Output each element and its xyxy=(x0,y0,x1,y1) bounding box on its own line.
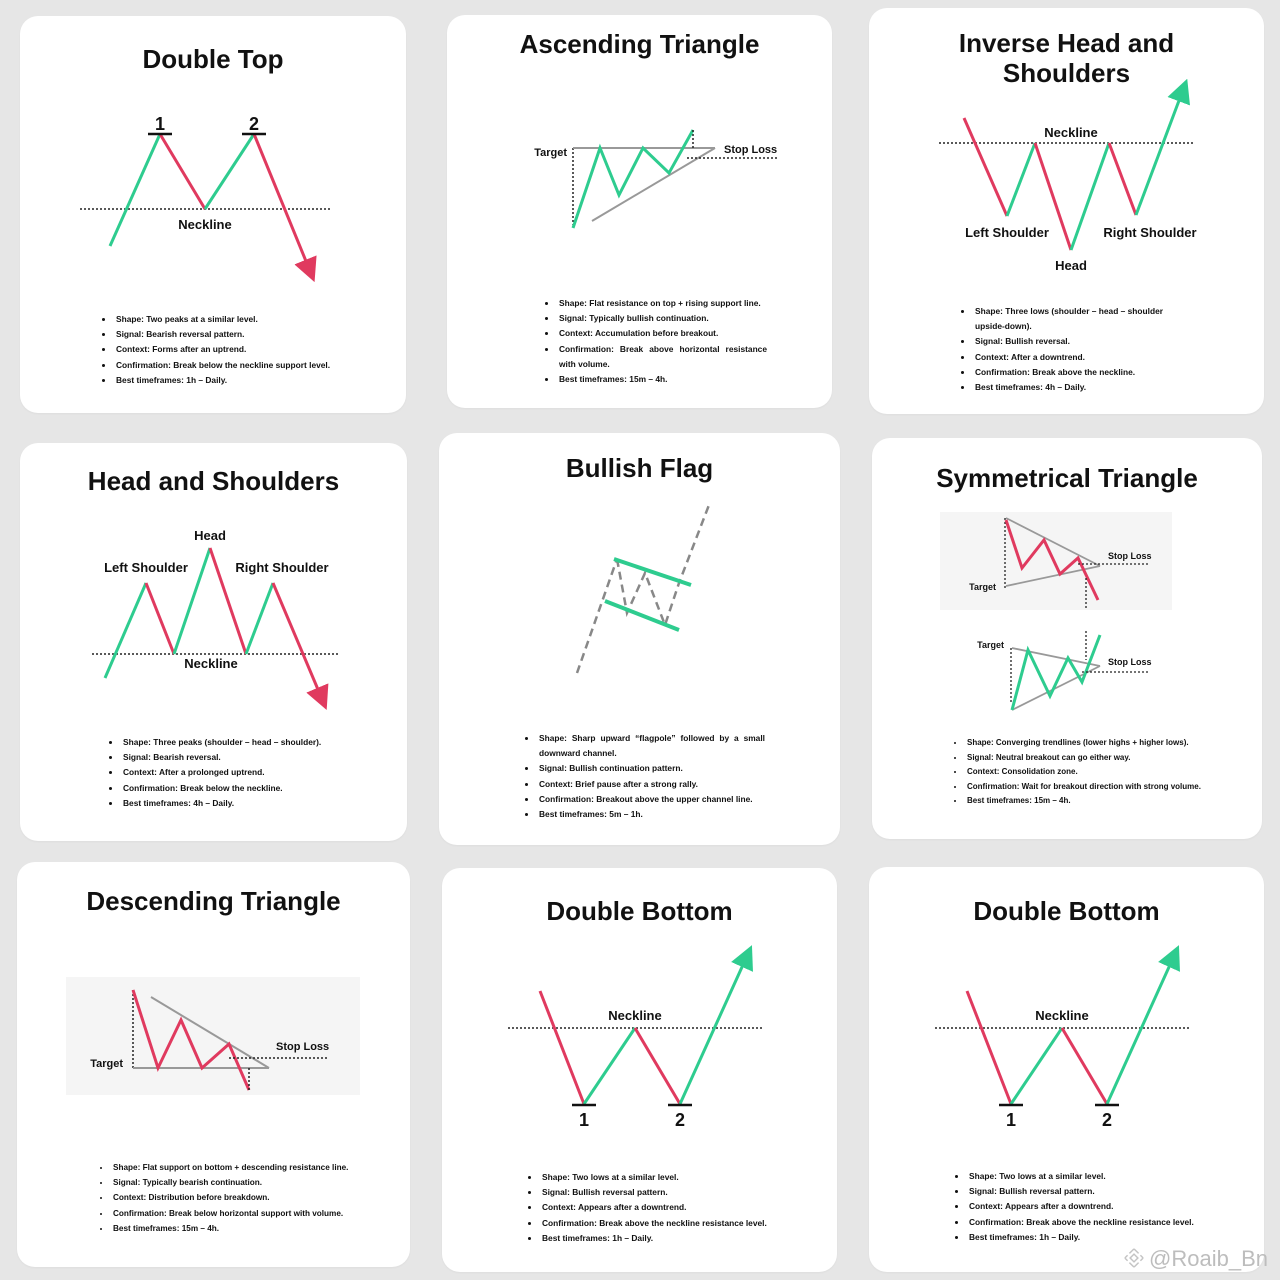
drop-to-right-shoulder xyxy=(1109,143,1136,215)
stop-loss-label: Stop Loss xyxy=(276,1041,330,1053)
right-shoulder-label: Right Shoulder xyxy=(235,560,329,575)
ascending-triangle-diagram xyxy=(447,15,832,275)
card-title: Ascending Triangle xyxy=(519,29,760,59)
card-descending-triangle xyxy=(17,862,410,1267)
bullet: • Best timeframes: 15m – 4h. xyxy=(557,372,767,387)
bullet: • Confirmation: Break below the neckline. xyxy=(121,781,391,796)
card-bullish-flag xyxy=(439,433,840,845)
drop-to-left-shoulder xyxy=(964,118,1007,216)
bullet-list xyxy=(961,304,1163,395)
bullet: • Confirmation: Break above horizontal resistance with volume. xyxy=(557,342,767,372)
neckline-label: Neckline xyxy=(608,1008,662,1023)
card-double-bottom-1 xyxy=(442,868,837,1272)
card-inverse-head-shoulders xyxy=(869,8,1264,414)
card-title: Double Bottom xyxy=(973,896,1160,926)
double-bottom-1-diagram xyxy=(442,868,837,1158)
bullet: • Signal: Bullish reversal pattern. xyxy=(540,1185,820,1200)
bullet-list xyxy=(545,296,767,387)
bullet: • Context: Appears after a downtrend. xyxy=(540,1200,820,1215)
bullet: • Signal: Bearish reversal pattern. xyxy=(114,327,394,342)
bear-target-label: Target xyxy=(969,582,996,592)
neckline-label: Neckline xyxy=(184,656,238,671)
bullet: • Shape: Sharp upward “flagpole” followed by a small downward channel. xyxy=(537,731,765,761)
downtrend-leg xyxy=(967,991,1011,1104)
bullet: • Shape: Two lows at a similar level. xyxy=(540,1170,820,1185)
low2-label: 2 xyxy=(1101,1110,1113,1130)
bullet: • Best timeframes: 1h – Daily. xyxy=(114,373,394,388)
uptrend-leg xyxy=(110,134,160,246)
price-zigzag xyxy=(573,130,693,228)
bullet-list xyxy=(528,1170,820,1246)
upper-channel-line xyxy=(614,559,691,585)
bullet: • Best timeframes: 4h – Daily. xyxy=(973,380,1163,395)
diagram-panel-bg xyxy=(66,977,360,1095)
neckline-label: Neckline xyxy=(1044,125,1098,140)
card-title: Double Top xyxy=(142,44,284,74)
drop-to-low2 xyxy=(1062,1028,1107,1104)
bullet: • Shape: Converging trendlines (lower highs + higher lows). xyxy=(965,736,1227,751)
drop-from-left-shoulder xyxy=(146,583,174,654)
card-head-shoulders xyxy=(20,443,407,841)
target-label: Target xyxy=(90,1058,123,1070)
peak1-label: 1 xyxy=(154,114,166,134)
head-label: Head xyxy=(194,528,226,543)
bullet: • Best timeframes: 5m – 1h. xyxy=(537,807,765,822)
bullet: • Confirmation: Breakout above the upper channel line. xyxy=(537,792,765,807)
bullet: • Signal: Bullish reversal pattern. xyxy=(967,1184,1247,1199)
target-label: Target xyxy=(534,147,567,159)
bullet: • Best timeframes: 1h – Daily. xyxy=(967,1230,1247,1245)
bullet-list xyxy=(99,1160,401,1236)
bull-stop-loss-label: Stop Loss xyxy=(1108,657,1152,667)
watermark-text: @Roaib_Bn xyxy=(1149,1246,1268,1271)
bullet: • Confirmation: Break above the neckline. xyxy=(973,365,1163,380)
peak1-drop xyxy=(160,134,205,209)
bullet: • Confirmation: Break above the neckline resistance level. xyxy=(540,1216,820,1231)
bullet: • Best timeframes: 1h – Daily. xyxy=(540,1231,820,1246)
bullet: • Context: Forms after an uptrend. xyxy=(114,342,394,357)
bullet: • Signal: Typically bearish continuation. xyxy=(111,1175,401,1190)
bullet: • Context: After a prolonged uptrend. xyxy=(121,765,391,780)
card-double-top xyxy=(20,16,406,413)
inverse-hs-diagram xyxy=(869,8,1264,298)
bullet: • Confirmation: Break below horizontal support with volume. xyxy=(111,1206,401,1221)
descending-triangle-diagram xyxy=(17,862,410,1162)
stop-loss-label: Stop Loss xyxy=(724,144,778,156)
bullet: • Best timeframes: 4h – Daily. xyxy=(121,796,391,811)
bullet-list xyxy=(525,731,765,822)
head-shoulders-diagram xyxy=(20,443,407,733)
bullet: • Context: Accumulation before breakout. xyxy=(557,326,767,341)
rise-to-right-shoulder xyxy=(246,583,273,654)
bullet-list xyxy=(102,312,394,388)
bullet: • Shape: Flat resistance on top + rising support line. xyxy=(557,296,767,311)
double-bottom-2-diagram xyxy=(869,867,1264,1157)
bullish-flag-diagram xyxy=(439,433,840,713)
double-top-diagram xyxy=(20,16,406,316)
bullet: • Context: Consolidation zone. xyxy=(965,765,1227,780)
rally-to-neckline xyxy=(1011,1028,1062,1104)
bullet: • Context: Distribution before breakdown. xyxy=(111,1190,401,1205)
right-shoulder-label: Right Shoulder xyxy=(1103,225,1197,240)
breakout-leg xyxy=(1136,90,1183,215)
breakout-leg xyxy=(680,956,747,1104)
head-label: Head xyxy=(1055,258,1087,273)
bullet-list xyxy=(109,735,391,811)
card-title: Bullish Flag xyxy=(565,453,714,483)
rally-to-peak2 xyxy=(205,134,254,209)
low1-label: 1 xyxy=(578,1110,590,1130)
bullet: • Signal: Typically bullish continuation. xyxy=(557,311,767,326)
bull-target-label: Target xyxy=(977,640,1004,650)
bullet: • Signal: Bearish reversal. xyxy=(121,750,391,765)
card-title: Symmetrical Triangle xyxy=(936,463,1198,493)
breakdown-leg xyxy=(273,583,322,699)
card-symmetrical-triangle xyxy=(872,438,1262,839)
bullet: • Signal: Neutral breakout can go either way. xyxy=(965,751,1227,766)
low1-label: 1 xyxy=(1005,1110,1017,1130)
rise-to-left-shoulder xyxy=(105,583,146,678)
bullet: • Confirmation: Break above the neckline resistance level. xyxy=(967,1215,1247,1230)
neckline-label: Neckline xyxy=(178,217,232,232)
binance-logo-icon xyxy=(1123,1247,1145,1269)
card-title: Double Bottom xyxy=(546,896,733,926)
card-ascending-triangle xyxy=(447,15,832,408)
rally-to-neckline xyxy=(584,1028,635,1104)
bullet: • Signal: Bullish continuation pattern. xyxy=(537,761,765,776)
bullet: • Shape: Three peaks (shoulder – head – shoulder). xyxy=(121,735,391,750)
bearish-panel-bg xyxy=(940,512,1172,610)
left-shoulder-label: Left Shoulder xyxy=(104,560,188,575)
neckline-label: Neckline xyxy=(1035,1008,1089,1023)
bullet: • Confirmation: Break below the neckline support level. xyxy=(114,358,394,373)
bullet: • Best timeframes: 15m – 4h. xyxy=(965,794,1227,809)
card-double-bottom-2 xyxy=(869,867,1264,1272)
card-title: Inverse Head and Shoulders xyxy=(958,28,1175,88)
bullet: • Shape: Two peaks at a similar level. xyxy=(114,312,394,327)
bullet: • Context: Appears after a downtrend. xyxy=(967,1199,1247,1214)
bullet: • Shape: Two lows at a similar level. xyxy=(967,1169,1247,1184)
flagpole xyxy=(577,559,617,673)
bullet: • Shape: Flat support on bottom + descending resistance line. xyxy=(111,1160,401,1175)
bullet: • Confirmation: Wait for breakout direction with strong volume. xyxy=(965,780,1227,795)
breakdown-leg xyxy=(254,134,310,271)
drop-to-low2 xyxy=(635,1028,680,1104)
downtrend-leg xyxy=(540,991,584,1104)
bullet: • Signal: Bullish reversal. xyxy=(973,334,1163,349)
card-title: Descending Triangle xyxy=(86,886,341,916)
bullet: • Context: After a downtrend. xyxy=(973,350,1163,365)
left-shoulder-label: Left Shoulder xyxy=(965,225,1049,240)
rise-from-left-shoulder xyxy=(1007,143,1035,216)
peak2-label: 2 xyxy=(248,114,260,134)
watermark xyxy=(1123,1246,1268,1272)
card-title: Head and Shoulders xyxy=(87,466,340,496)
bullet: • Context: Brief pause after a strong rally. xyxy=(537,777,765,792)
bullet-list xyxy=(955,1169,1247,1245)
symmetrical-triangle-diagram xyxy=(872,438,1262,728)
bullet-list xyxy=(953,736,1227,809)
lower-channel-line xyxy=(605,601,679,630)
bear-stop-loss-label: Stop Loss xyxy=(1108,551,1152,561)
breakout-leg xyxy=(1107,956,1174,1104)
low2-label: 2 xyxy=(674,1110,686,1130)
bullet: • Shape: Three lows (shoulder – head – shoulder upside-down). xyxy=(973,304,1163,334)
bullet: • Best timeframes: 15m – 4h. xyxy=(111,1221,401,1236)
